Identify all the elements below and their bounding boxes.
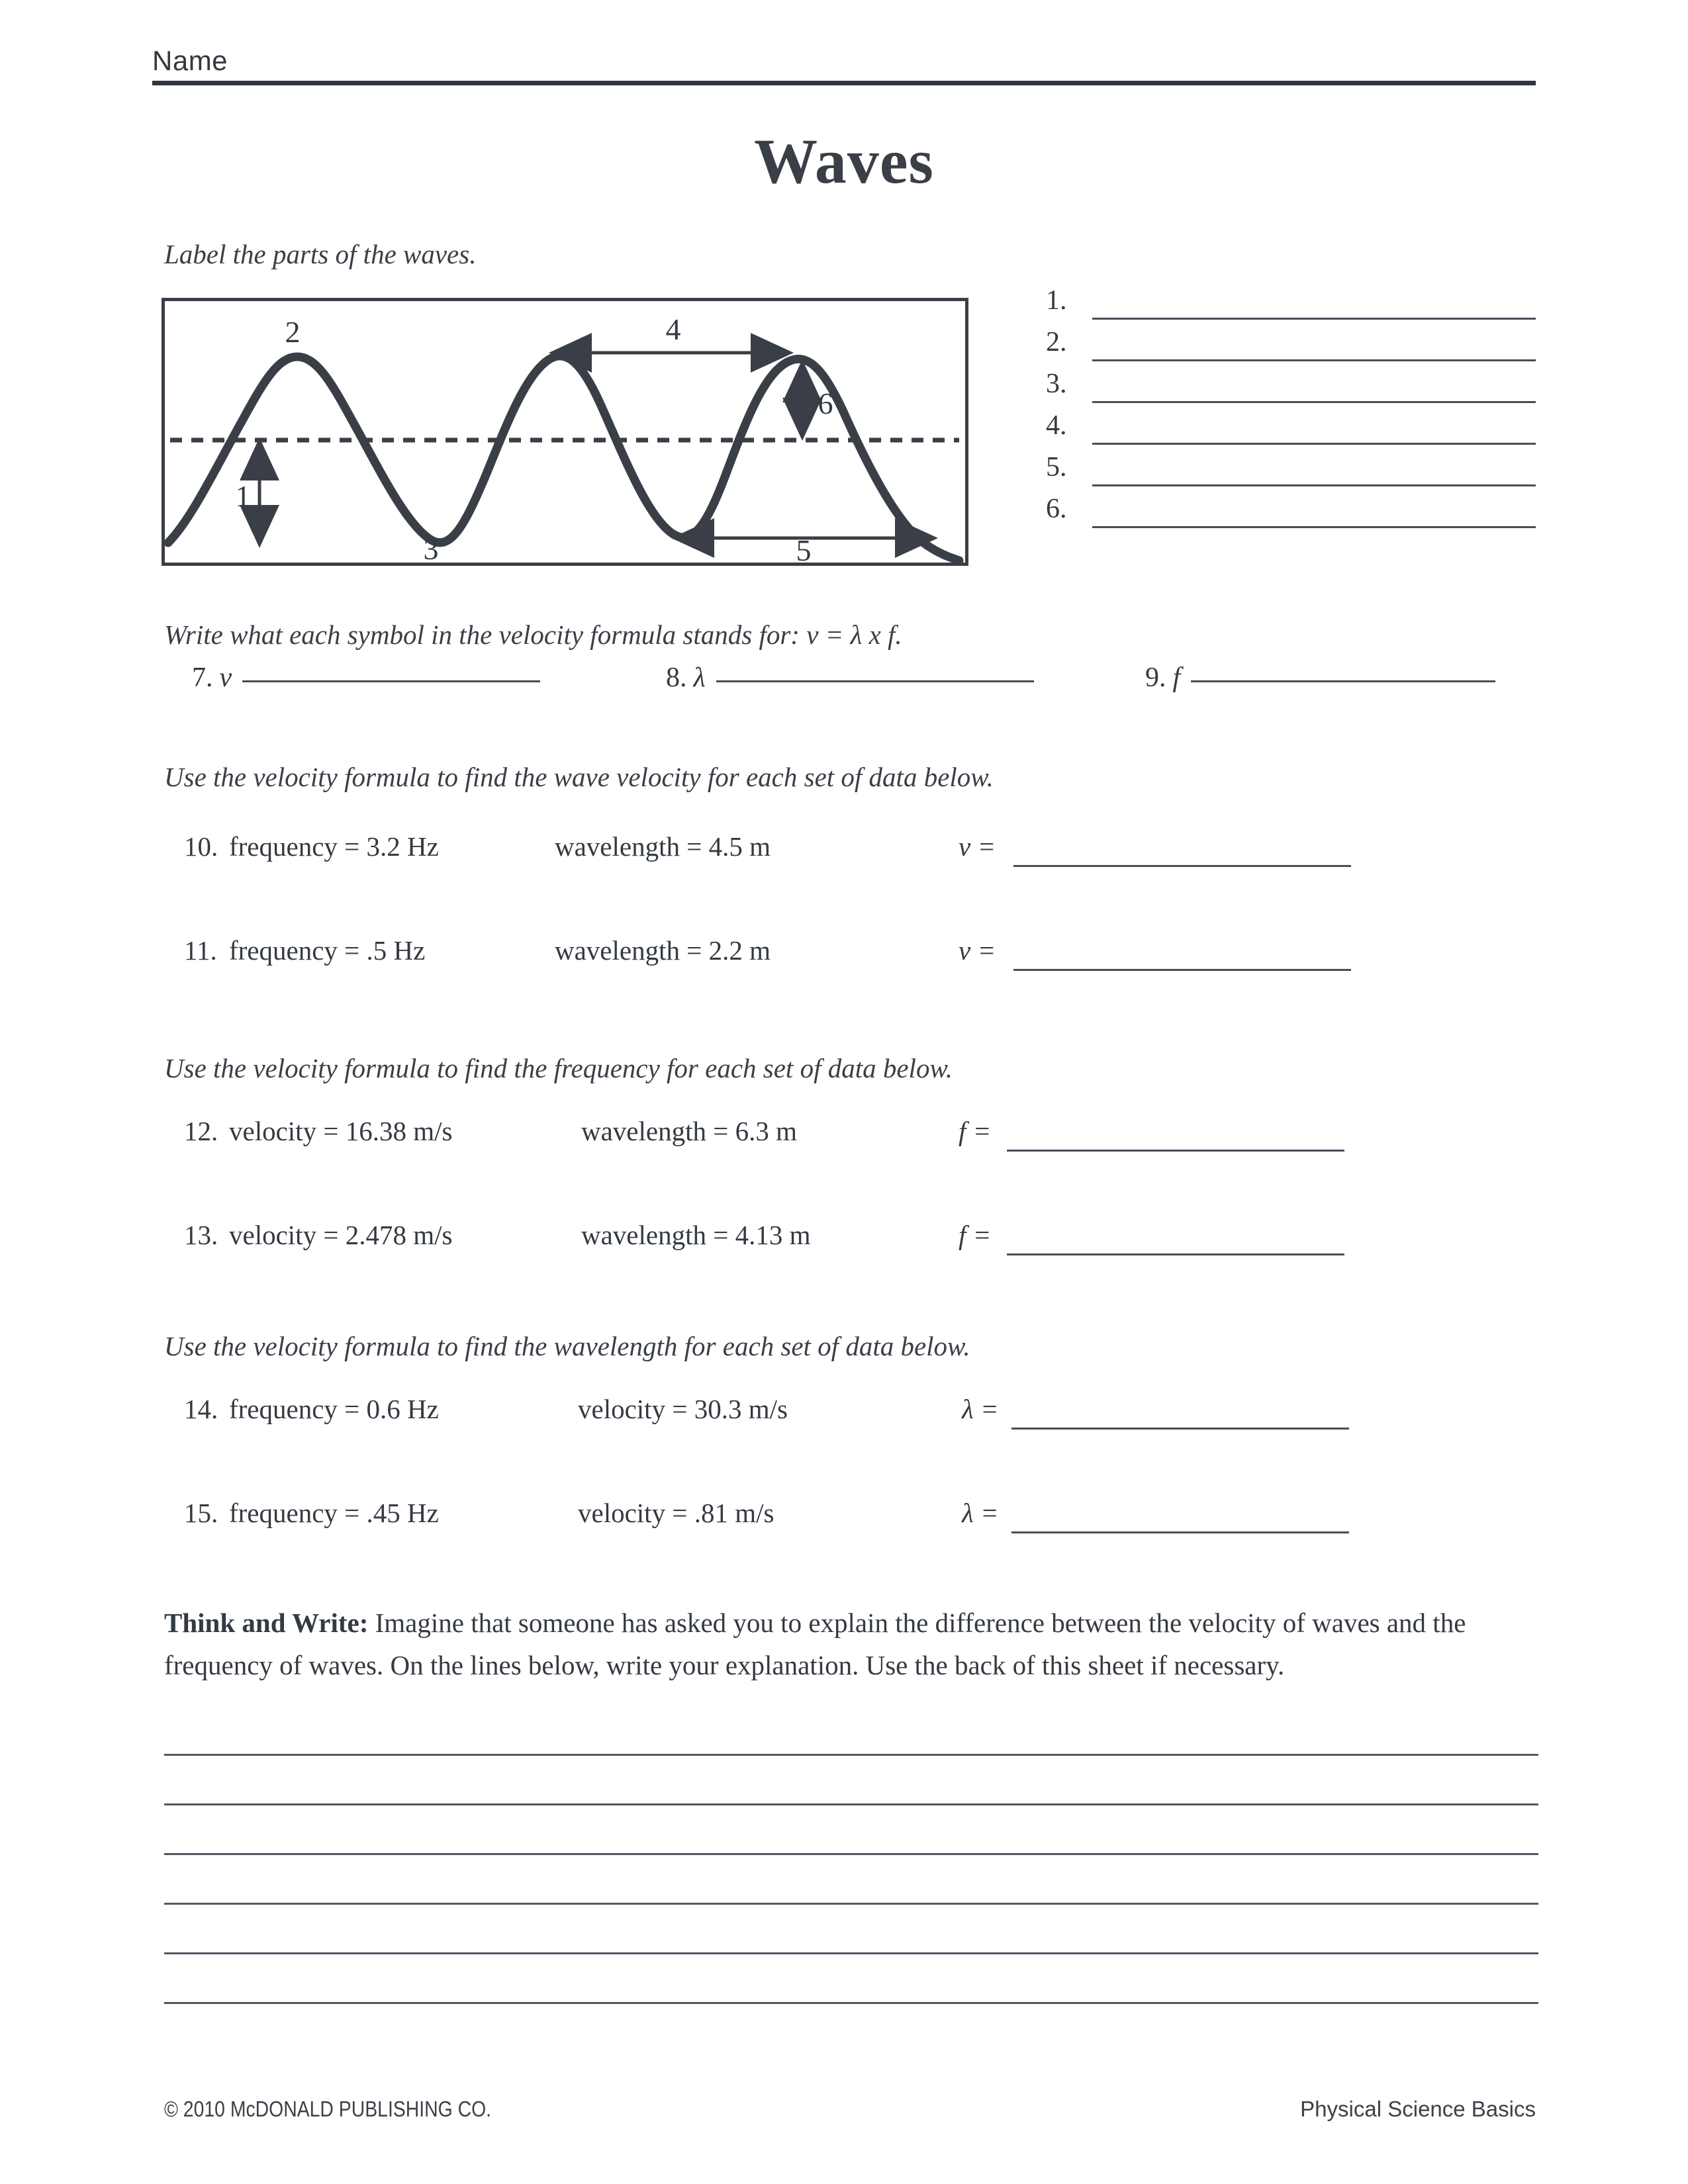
diagram-label-1: 1 [235,479,251,513]
write-line-4[interactable] [164,1903,1538,1905]
write-line-2[interactable] [164,1803,1538,1805]
think-and-write-body: Imagine that someone has asked you to explain the difference between the velocity of waves and the frequency of waves. On the lines below, write your explanation. Use the back of this sheet if necessary. [164,1608,1466,1680]
symbol-answer-line-7[interactable] [242,680,540,682]
blank-number: 2. [1046,327,1067,357]
blank-number: 5. [1046,452,1067,482]
problem-row-11 [184,934,1376,974]
instruction-find-frequency: Use the velocity formula to find the frequency for each set of data below. [164,1053,953,1083]
instruction-find-wavelength: Use the velocity formula to find the wavelength for each set of data below. [164,1331,970,1361]
problem-given-frequency: frequency = 0.6 Hz [229,1394,439,1424]
footer-copyright: © 2010 McDONALD PUBLISHING CO. [164,2097,492,2121]
name-header [152,45,1536,85]
problem-solve-for: f = [959,1116,992,1146]
problem-answer-line-11[interactable] [1013,969,1351,971]
symbol-item-7 [192,662,540,694]
blank-write-line-2[interactable] [1092,359,1536,361]
instruction-symbols: Write what each symbol in the velocity formula stands for: v = λ x f. [164,619,902,650]
problem-answer-line-14[interactable] [1011,1428,1349,1430]
problem-number: 13. [184,1220,218,1250]
problem-given-wavelength: wavelength = 2.2 m [555,935,771,966]
wave-diagram-box [162,298,968,566]
problem-given-frequency: frequency = 3.2 Hz [229,831,439,862]
instruction-label-parts: Label the parts of the waves. [164,239,477,269]
problem-row-13 [184,1219,1376,1259]
problem-given-velocity: velocity = 16.38 m/s [229,1116,453,1146]
symbol-item-8 [666,662,1034,694]
problem-number: 10. [184,831,218,862]
problem-given-velocity: velocity = 30.3 m/s [578,1394,788,1424]
write-line-3[interactable] [164,1853,1538,1855]
problem-row-12 [184,1115,1376,1155]
symbol-number: 9. [1145,662,1166,693]
blank-write-line-5[interactable] [1092,484,1536,486]
answer-blank-list [1046,285,1536,535]
diagram-label-6: 6 [818,387,833,420]
problem-answer-line-13[interactable] [1007,1253,1344,1255]
answer-blank-row [1046,493,1536,535]
symbol-item-row [192,662,1536,702]
wave-diagram-svg [165,301,965,563]
symbol-answer-line-8[interactable] [716,680,1034,682]
diagram-label-3: 3 [423,532,439,563]
think-and-write-heading: Think and Write: [164,1608,369,1638]
problem-number: 11. [184,935,217,966]
blank-write-line-4[interactable] [1092,443,1536,445]
page-title: Waves [754,126,934,197]
answer-blank-row [1046,368,1536,410]
symbol-number: 8. [666,662,687,693]
blank-write-line-6[interactable] [1092,526,1536,528]
blank-number: 3. [1046,369,1067,399]
problem-given-frequency: frequency = .45 Hz [229,1498,439,1528]
problem-solve-for: λ = [962,1394,999,1424]
instruction-find-velocity: Use the velocity formula to find the wave velocity for each set of data below. [164,762,994,792]
problem-given-velocity: velocity = .81 m/s [578,1498,774,1528]
blank-write-line-1[interactable] [1092,318,1536,320]
problem-row-14 [184,1393,1376,1433]
footer-series: Physical Science Basics [1300,2097,1536,2121]
diagram-label-4: 4 [665,312,681,346]
problem-given-wavelength: wavelength = 4.5 m [555,831,771,862]
problem-given-wavelength: wavelength = 6.3 m [581,1116,797,1146]
problem-number: 14. [184,1394,218,1424]
name-rule [152,81,1536,85]
write-line-5[interactable] [164,1952,1538,1954]
name-label: Name [152,45,228,76]
answer-blank-row [1046,285,1536,326]
write-line-1[interactable] [164,1754,1538,1756]
problem-solve-for: f = [959,1220,992,1250]
symbol-item-9 [1145,662,1495,694]
symbol-number: 7. [192,662,213,693]
problem-given-frequency: frequency = .5 Hz [229,935,426,966]
write-line-6[interactable] [164,2002,1538,2004]
answer-blank-row [1046,326,1536,368]
blank-number: 4. [1046,410,1067,441]
symbol-glyph-v: v [219,662,232,693]
blank-write-line-3[interactable] [1092,401,1536,403]
symbol-answer-line-9[interactable] [1191,680,1495,682]
answer-blank-row [1046,410,1536,451]
problem-solve-for: v = [959,935,996,966]
wave-curve [168,356,959,561]
problem-number: 12. [184,1116,218,1146]
problem-row-15 [184,1497,1376,1537]
diagram-label-5: 5 [796,533,812,563]
problem-solve-for: v = [959,831,996,862]
problem-answer-line-10[interactable] [1013,865,1351,867]
answer-blank-row [1046,451,1536,493]
think-and-write-block [164,1602,1538,1686]
problem-solve-for: λ = [962,1498,999,1528]
problem-given-wavelength: wavelength = 4.13 m [581,1220,811,1250]
problem-answer-line-15[interactable] [1011,1531,1349,1533]
symbol-glyph-lambda: λ [693,662,706,693]
blank-number: 6. [1046,494,1067,524]
problem-answer-line-12[interactable] [1007,1150,1344,1152]
problem-given-velocity: velocity = 2.478 m/s [229,1220,453,1250]
problem-number: 15. [184,1498,218,1528]
diagram-label-2: 2 [285,315,301,349]
problem-row-10 [184,831,1376,870]
blank-number: 1. [1046,285,1067,316]
symbol-glyph-f: f [1172,662,1181,693]
